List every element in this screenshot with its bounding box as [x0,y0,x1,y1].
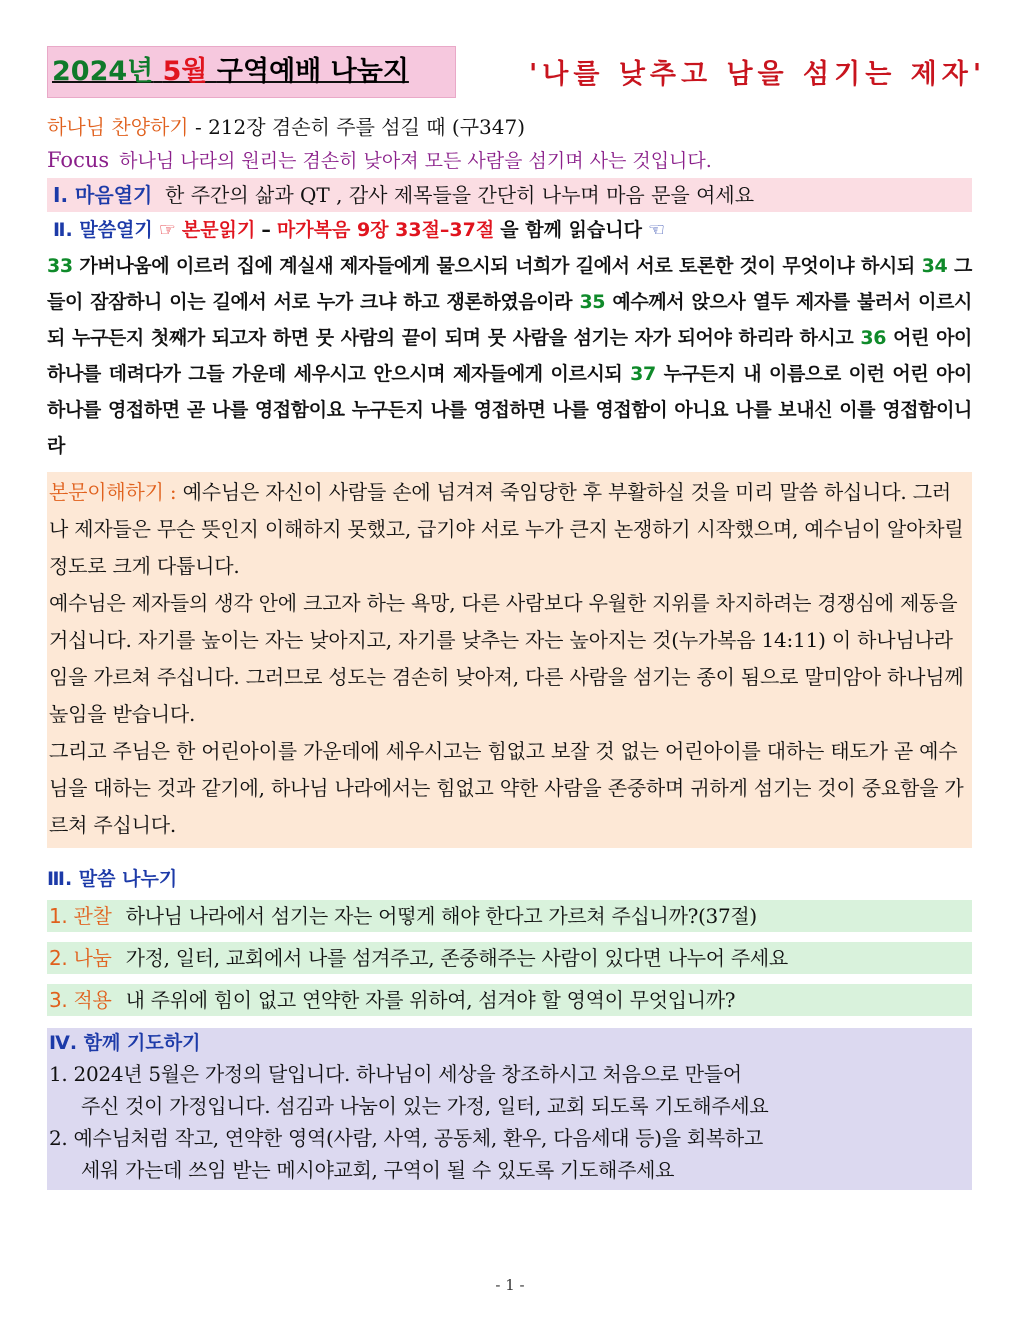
focus-text: 하나님 나라의 원리는 겸손히 낮아져 모든 사람을 섬기며 사는 것입니다. [119,150,712,172]
prayer-box [47,1028,972,1190]
explanation-label: 본문이해하기 : [49,480,177,504]
reading-dash: – [261,219,271,241]
focus-line [47,142,972,178]
scripture-passage [47,248,972,464]
question-observation [47,900,972,932]
hymn-text: - 212장 겸손히 주를 섬길 때 (구347) [188,115,526,139]
title-row [47,44,987,102]
question-label: 1. 관찰 [49,904,112,928]
prayer-item-line: 세워 가는데 쓰임 받는 메시야교회, 구역이 될 수 있도록 기도해주세요 [81,1158,675,1182]
verse-number: 36 [860,327,887,349]
verse-text: 누구든지 내 이름으로 이런 어린 아이 하나를 영접하면 곧 나를 영접함이요 누구든지 나를 영접하면 나를 영접함이 아니요 나를 보내신 이를 영접함이니라 [47,363,972,457]
verse-text: 예수께서 앉으사 열두 제자를 불러서 이르시되 누구든지 첫째가 되고자 하면 뭇 사람의 끝이 되며 뭇 사람을 섬기는 자가 되어야 하리라 하시고 [47,291,972,349]
focus-label: Focus [47,148,110,172]
question-application [47,984,972,1016]
section-1-bar [47,178,972,212]
page-number: - 1 - [495,1276,525,1294]
title-month: 5월 [162,56,208,87]
question-text: 하나님 나라에서 섬기는 자는 어떻게 해야 한다고 가르쳐 주십니까?(37절) [125,904,757,928]
section-1-label: Ⅰ. 마음열기 [53,183,153,207]
question-text: 가정, 일터, 교회에서 나를 섬겨주고, 존중해주는 사람이 있다면 나누어 주세요 [125,946,788,970]
verse-number: 35 [579,291,606,313]
question-sharing [47,942,972,974]
question-text: 내 주위에 힘이 없고 연약한 자를 위하여, 섬겨야 할 영역이 무엇입니까? [125,988,736,1012]
explanation-text-1: 예수님은 자신이 사람들 손에 넘겨져 죽임당한 후 부활하실 것을 미리 말씀 하십니다. 그러나 제자들은 무슨 뜻인지 이해하지 못했고, 급기야 서로 누가 큰지 논쟁하기 시작했으며, 예수님이 알아차릴 정도로 크게 다툽니다. [49,480,964,578]
section-2-header [47,212,972,248]
verse-text: 가버나움에 이르러 집에 계실새 제자들에게 물으시되 너희가 길에서 서로 토론한 것이 무엇이냐 하시되 [72,255,922,277]
prayer-item-line: 주신 것이 가정입니다. 섬김과 나눔이 있는 가정, 일터, 교회 되도록 기도해주세요 [81,1094,769,1118]
reading-instruction: 을 함께 읽습니다 [500,219,642,241]
pointing-hand-right-icon: ☞ [158,219,176,241]
verse-number: 34 [921,255,948,277]
worksheet [47,44,987,1190]
question-label: 3. 적용 [49,988,112,1012]
explanation-box [47,472,972,848]
prayer-item-line: 1. 2024년 5월은 가정의 달입니다. 하나님이 세상을 창조하시고 처음으로 만들어 [49,1062,742,1086]
verse-text: 어린 아이 하나를 데려다가 그들 가운데 세우시고 안으시며 제자들에게 이르시되 [47,327,972,385]
hymn-line [47,112,972,142]
section-1-text: 한 주간의 삶과 QT , 감사 제목들을 간단히 나누며 마음 문을 여세요 [165,183,755,207]
explanation-paragraph: 그리고 주님은 한 어린아이를 가운데에 세우시고는 힘없고 보잘 것 없는 어린아이를 대하는 태도가 곧 예수님을 대하는 것과 같기에, 하나님 나라에서는 힘없고 약한 사람을 존중하며 귀하게 섬기는 것이 중요함을 가르쳐 주십니다. [49,739,964,837]
hymn-label: 하나님 찬양하기 [47,115,189,139]
motto: '나를 낮추고 남을 섬기는 제자' [529,59,987,90]
verse-text: 그들이 잠잠하니 이는 길에서 서로 누가 크냐 하고 쟁론하였음이라 [47,255,972,313]
title-rest: 구역예배 나눔지 [216,56,409,87]
section-4-label: Ⅳ. 함께 기도하기 [49,1032,201,1054]
section-3-label: Ⅲ. 말씀 나누기 [47,868,178,890]
pointing-hand-left-icon: ☜ [648,219,666,241]
section-2-label: Ⅱ. 말씀열기 [53,219,153,241]
question-label: 2. 나눔 [49,946,112,970]
explanation-paragraph [49,474,966,585]
scripture-reference: 마가복음 9장 33절–37절 [276,219,495,241]
page-title [47,46,456,98]
prayer-item-line: 2. 예수님처럼 작고, 연약한 영역(사람, 사역, 공동체, 환우, 다음세대 등)을 회복하고 [49,1126,763,1150]
title-year: 2024년 [52,56,154,87]
verse-number: 33 [47,255,73,277]
verse-number: 37 [630,363,656,385]
explanation-paragraph: 예수님은 제자들의 생각 안에 크고자 하는 욕망, 다른 사람보다 우월한 지위를 차지하려는 경쟁심에 제동을 거십니다. 자기를 높이는 자는 낮아지고, 자기를 낮추는 자는 높아지는 것(누가복음 14:11) 이 하나님나라임을 가르쳐 주십니다. 그러므로 성도는 겸손히 낮아져, 다른 사람을 섬기는 종이 됨으로 말미암아 하나님께 높임을 받습니다. [49,591,964,726]
reading-label: 본문읽기 [181,219,256,241]
